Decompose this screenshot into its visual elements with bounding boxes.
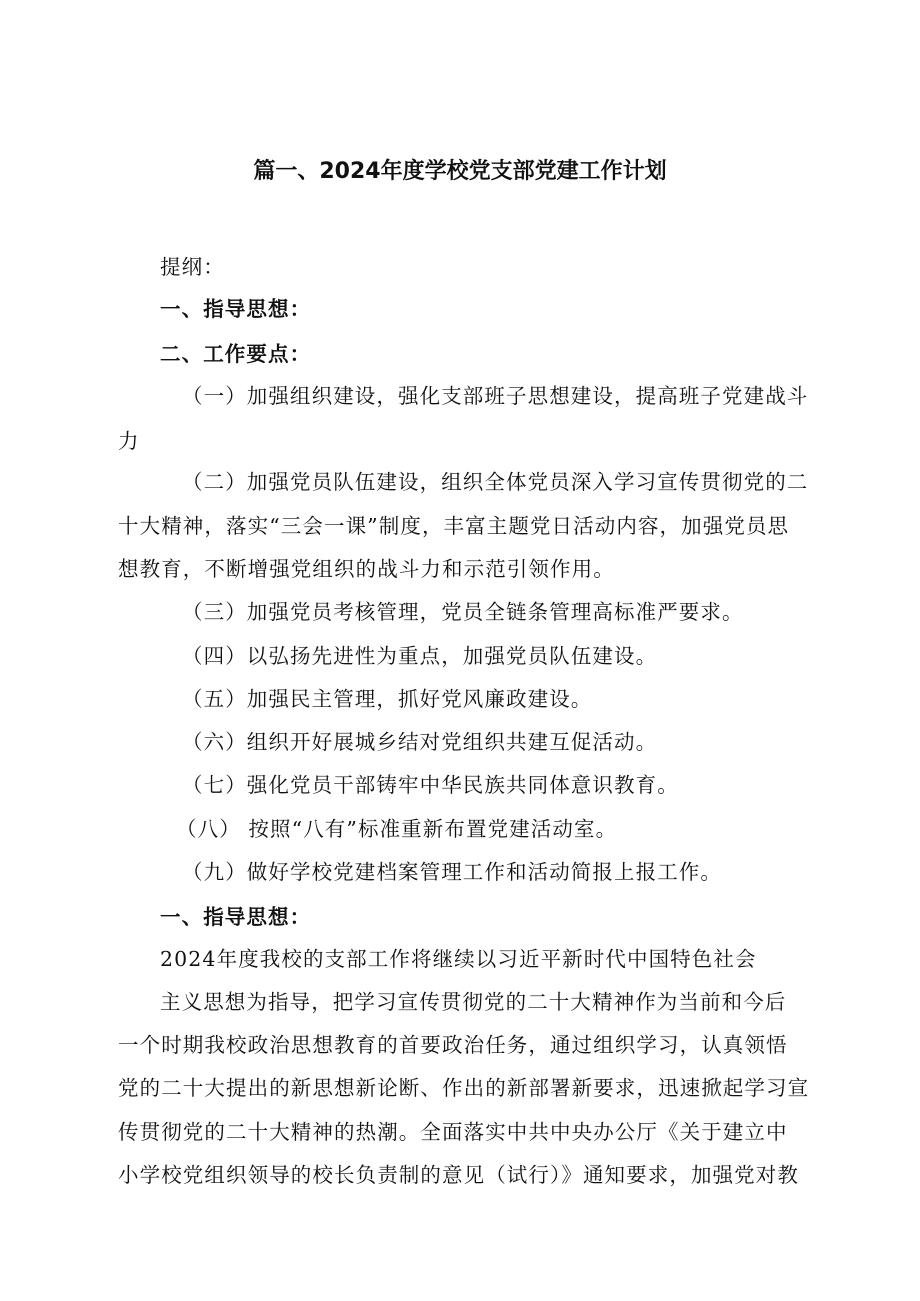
- document-title: 篇一、2024年度学校党支部党建工作计划: [253, 159, 667, 184]
- outline-item-4: （四）以弘扬先进性为重点，加强党员队伍建设。: [182, 644, 658, 668]
- outline-label: 提纲：: [160, 255, 225, 279]
- outline-item-8: （八） 按照“八有”标准重新布置党建活动室。: [176, 817, 618, 841]
- outline-item-6: （六）组织开好展城乡结对党组织共建互促活动。: [182, 730, 658, 754]
- outline-item-1: （一）加强组织建设，强化支部班子思想建设，提高班子党建战斗: [182, 384, 809, 408]
- outline-item-9: （九）做好学校党建档案管理工作和活动简报上报工作。: [182, 860, 722, 884]
- outline-item-5: （五）加强民主管理，抓好党风廉政建设。: [182, 687, 593, 711]
- body-line-5: 传贯彻党的二十大精神的热潮。全面落实中共中央办公厅《关于建立中: [118, 1120, 788, 1144]
- outline-item-7: （七）强化党员干部铸牢中华民族共同体意识教育。: [182, 773, 679, 797]
- body-line-4: 党的二十大提出的新思想新论断、作出的新部署新要求，迅速掀起学习宣: [118, 1076, 810, 1100]
- outline-item-2: （二）加强党员队伍建设，组织全体党员深入学习宣传贯彻党的二: [182, 470, 809, 494]
- outline-item-2-cont2: 想教育，不断增强党组织的战斗力和示范引领作用。: [118, 557, 615, 581]
- section-heading-1: 一、指导思想：: [160, 905, 312, 929]
- outline-heading-2: 二、工作要点：: [160, 342, 312, 366]
- outline-heading-1: 一、指导思想：: [160, 297, 312, 321]
- outline-item-3: （三）加强党员考核管理，党员全链条管理高标准严要求。: [182, 600, 744, 624]
- body-line-1: 2024年度我校的支部工作将继续以习近平新时代中国特色社会: [160, 947, 757, 971]
- body-line-6: 小学校党组织领导的校长负责制的意见（试行）》通知要求，加强党对教: [118, 1163, 799, 1187]
- body-line-3: 一个时期我校政治思想教育的首要政治任务，通过组织学习，认真领悟: [118, 1033, 788, 1057]
- outline-item-1-cont: 力: [118, 429, 140, 453]
- outline-item-2-cont: 十大精神，落实“三会一课”制度，丰富主题党日活动内容，加强党员思: [118, 514, 790, 538]
- body-line-2: 主义思想为指导，把学习宣传贯彻党的二十大精神作为当前和今后: [160, 990, 787, 1014]
